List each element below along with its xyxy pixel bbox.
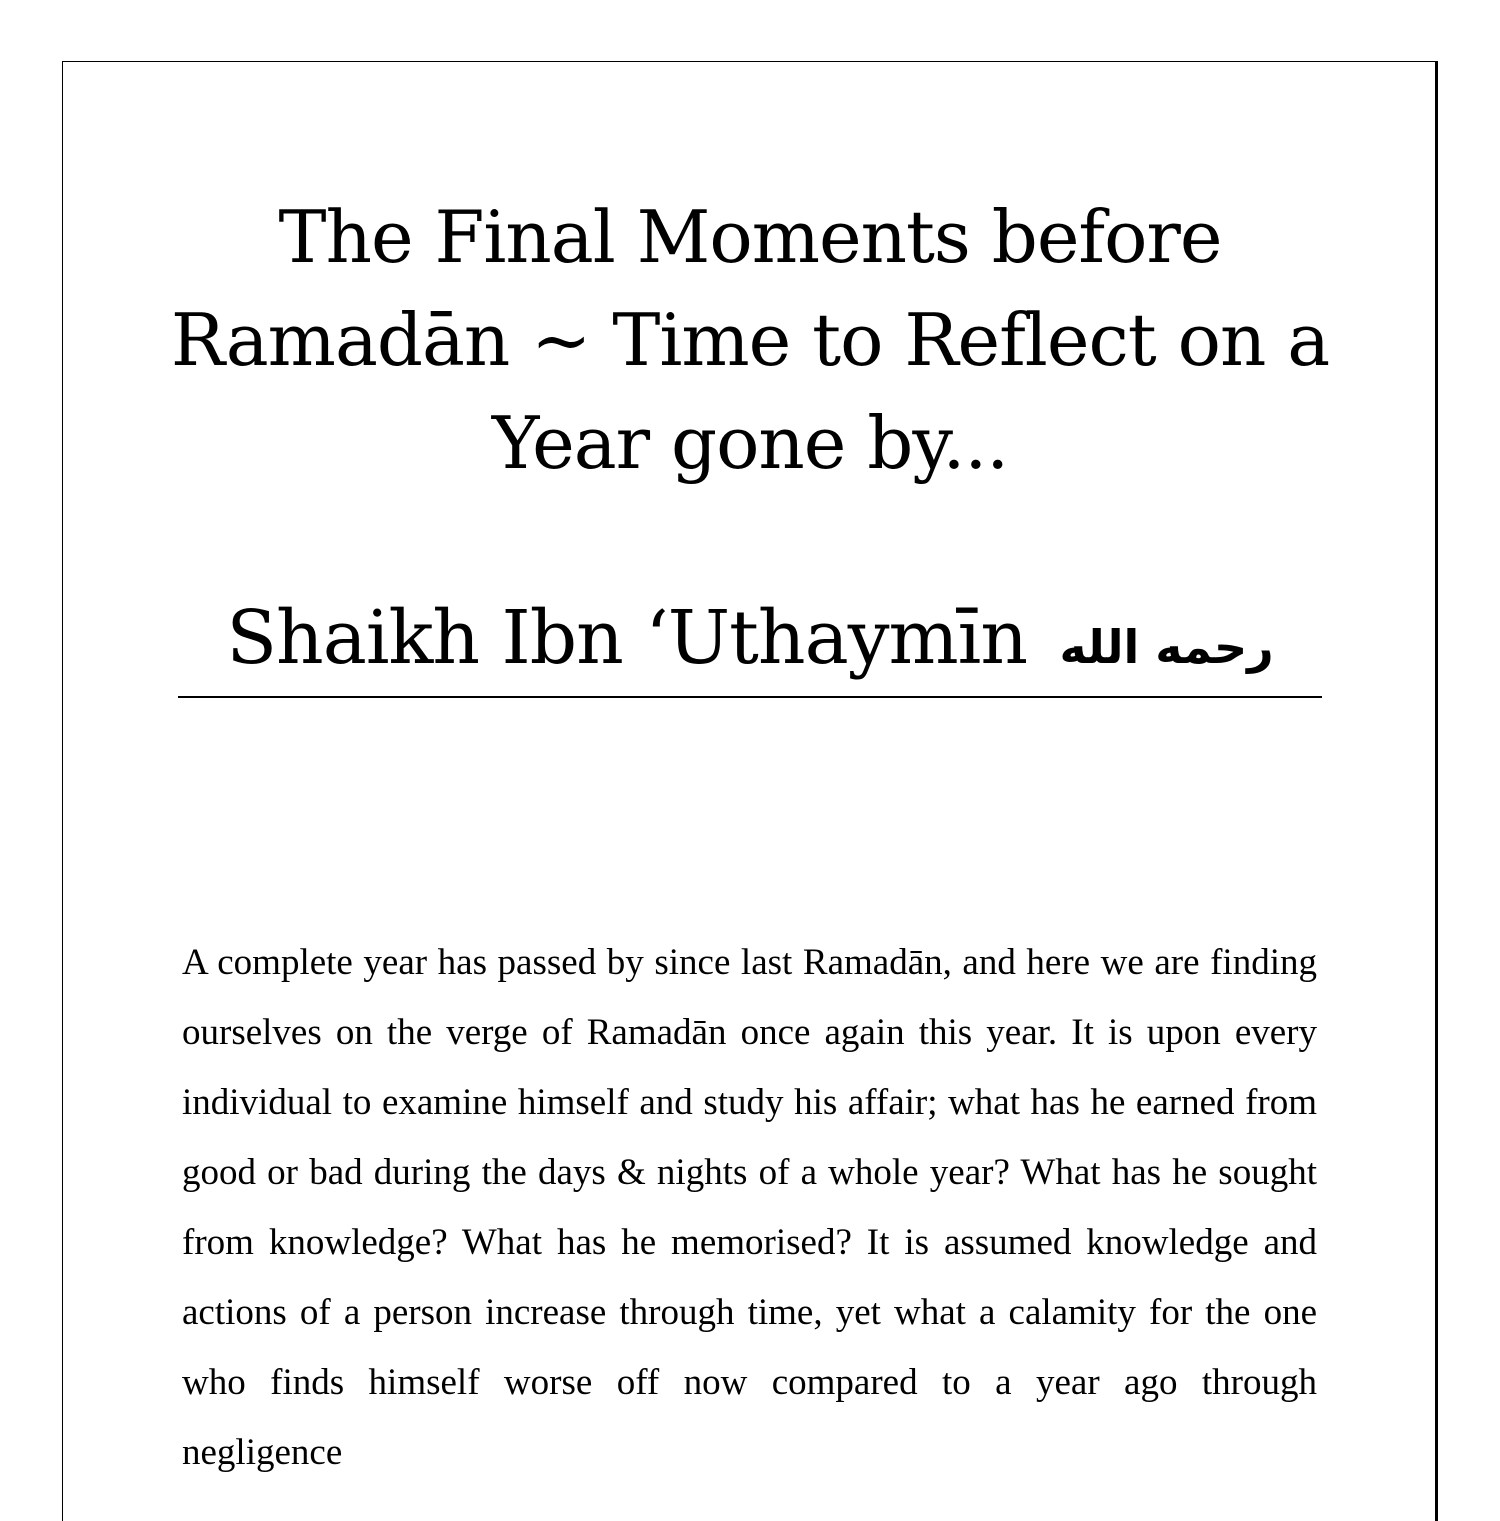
document-title: The Final Moments before Ramadān ~ Time to Reflect on a Year gone by... [170, 195, 1330, 485]
author-name: Shaikh Ibn ‘Uthaymīn [226, 595, 1027, 681]
honorific-arabic: رحمه الله [1059, 620, 1274, 674]
author-line [150, 588, 1350, 697]
title-divider [178, 696, 1322, 698]
body-paragraph: A complete year has passed by since last Ramadān, and here we are finding ourselves on the verge of Ramadān once again this year. It is upon every individual to examine himself and study his affair; what has he earned from good or bad during the days & nights of a whole year? What has he sought from knowledge? What has he memorised? It is assumed knowledge and actions of a person increase through time, yet what a calamity for the one who finds himself worse off now compared to a year ago through negligence [182, 942, 1317, 1473]
